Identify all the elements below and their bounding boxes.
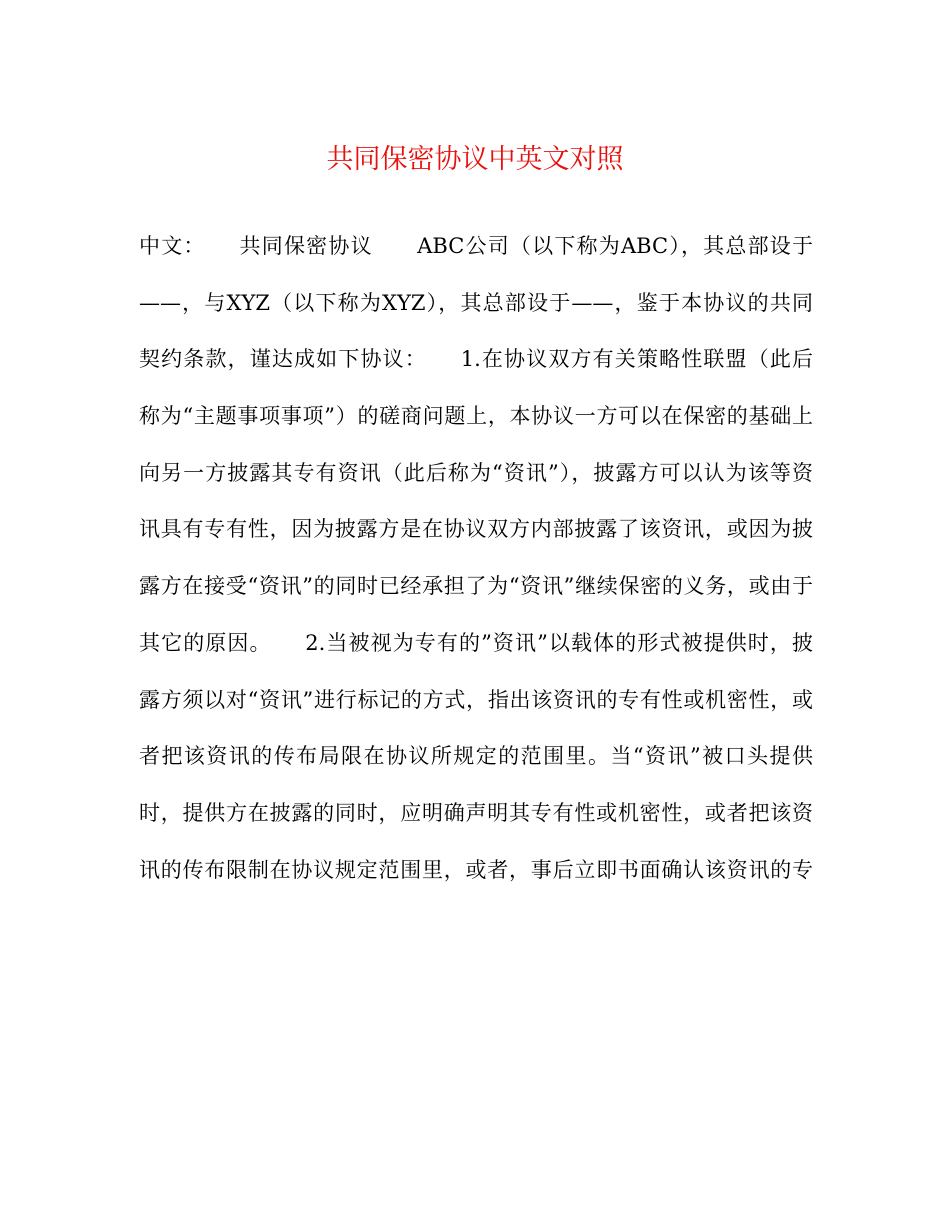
body-line: 时，提供方在披露的同时，应明确声明其专有性或机密性，或者把该资 <box>139 800 813 825</box>
body-line: 称为“主题事项事项”）的磋商问题上，本协议一方可以在保密的基础上 <box>139 404 813 429</box>
body-line: 中文： 共同保密协议 ABC公司（以下称为ABC），其总部设于 <box>139 234 813 258</box>
body-line: 讯具有专有性，因为披露方是在协议双方内部披露了该资讯，或因为披 <box>139 517 813 542</box>
document-title: 共同保密协议中英文对照 <box>326 144 624 175</box>
body-line: 露方在接受“资讯”的同时已经承担了为“资讯”继续保密的义务，或由于 <box>139 574 813 599</box>
body-line: 讯的传布限制在协议规定范围里，或者，事后立即书面确认该资讯的专 <box>139 857 813 882</box>
body-line: 其它的原因。 2.当被视为专有的”资讯”以载体的形式被提供时，披 <box>139 630 813 655</box>
body-line: 者把该资讯的传布局限在协议所规定的范围里。当“资讯”被口头提供 <box>139 744 813 769</box>
body-line: 契约条款，谨达成如下协议： 1.在协议双方有关策略性联盟（此后 <box>139 347 813 372</box>
body-line: 向另一方披露其专有资讯（此后称为“资讯”），披露方可以认为该等资 <box>139 460 813 485</box>
body-line: 露方须以对“资讯”进行标记的方式，指出该资讯的专有性或机密性，或 <box>139 687 813 712</box>
body-line: ——，与XYZ（以下称为XYZ），其总部设于——，鉴于本协议的共同 <box>139 290 813 315</box>
document-body <box>139 222 813 902</box>
